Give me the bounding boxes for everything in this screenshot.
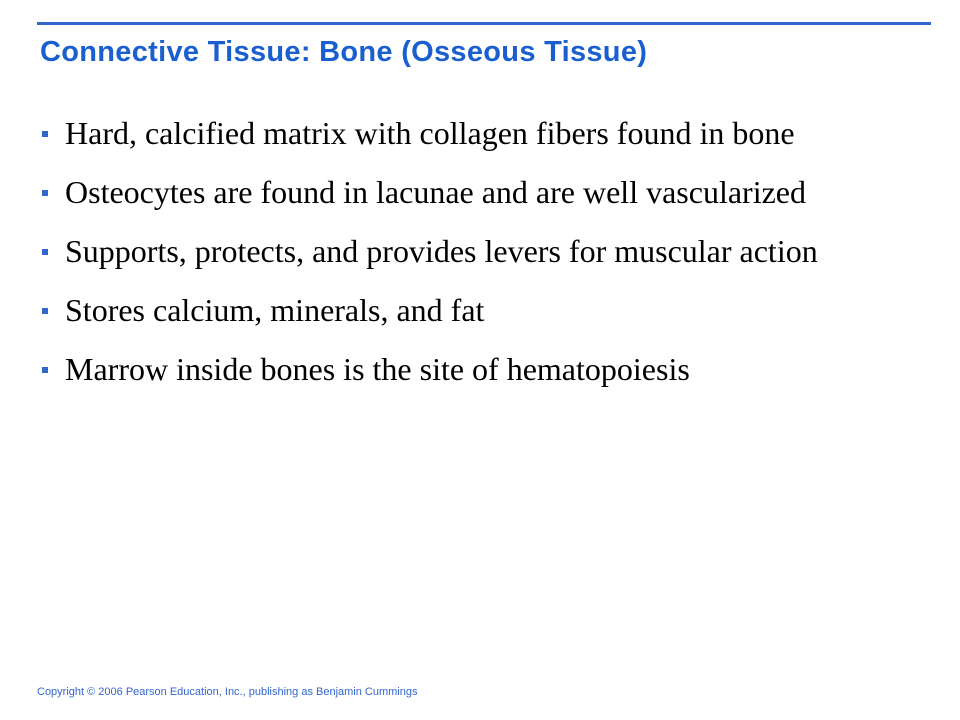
square-bullet-icon <box>42 190 48 196</box>
copyright-footer: Copyright © 2006 Pearson Education, Inc., publishing as Benjamin Cummings <box>37 686 418 698</box>
bullet-item <box>40 173 855 212</box>
slide-title: Connective Tissue: Bone (Osseous Tissue) <box>40 36 648 68</box>
square-bullet-icon <box>42 367 48 373</box>
square-bullet-icon <box>42 131 48 137</box>
bullet-text: Marrow inside bones is the site of hematopoiesis <box>65 351 690 387</box>
bullet-text: Stores calcium, minerals, and fat <box>65 292 485 328</box>
bullet-item <box>40 350 855 389</box>
bullet-item <box>40 114 855 153</box>
bullet-list <box>40 114 900 409</box>
bullet-text: Osteocytes are found in lacunae and are well vascularized <box>65 174 806 210</box>
bullet-text: Supports, protects, and provides levers for muscular action <box>65 233 818 269</box>
bullet-item <box>40 232 855 271</box>
square-bullet-icon <box>42 249 48 255</box>
bullet-item <box>40 291 855 330</box>
top-divider <box>37 22 931 25</box>
square-bullet-icon <box>42 308 48 314</box>
bullet-text: Hard, calcified matrix with collagen fibers found in bone <box>65 115 795 151</box>
